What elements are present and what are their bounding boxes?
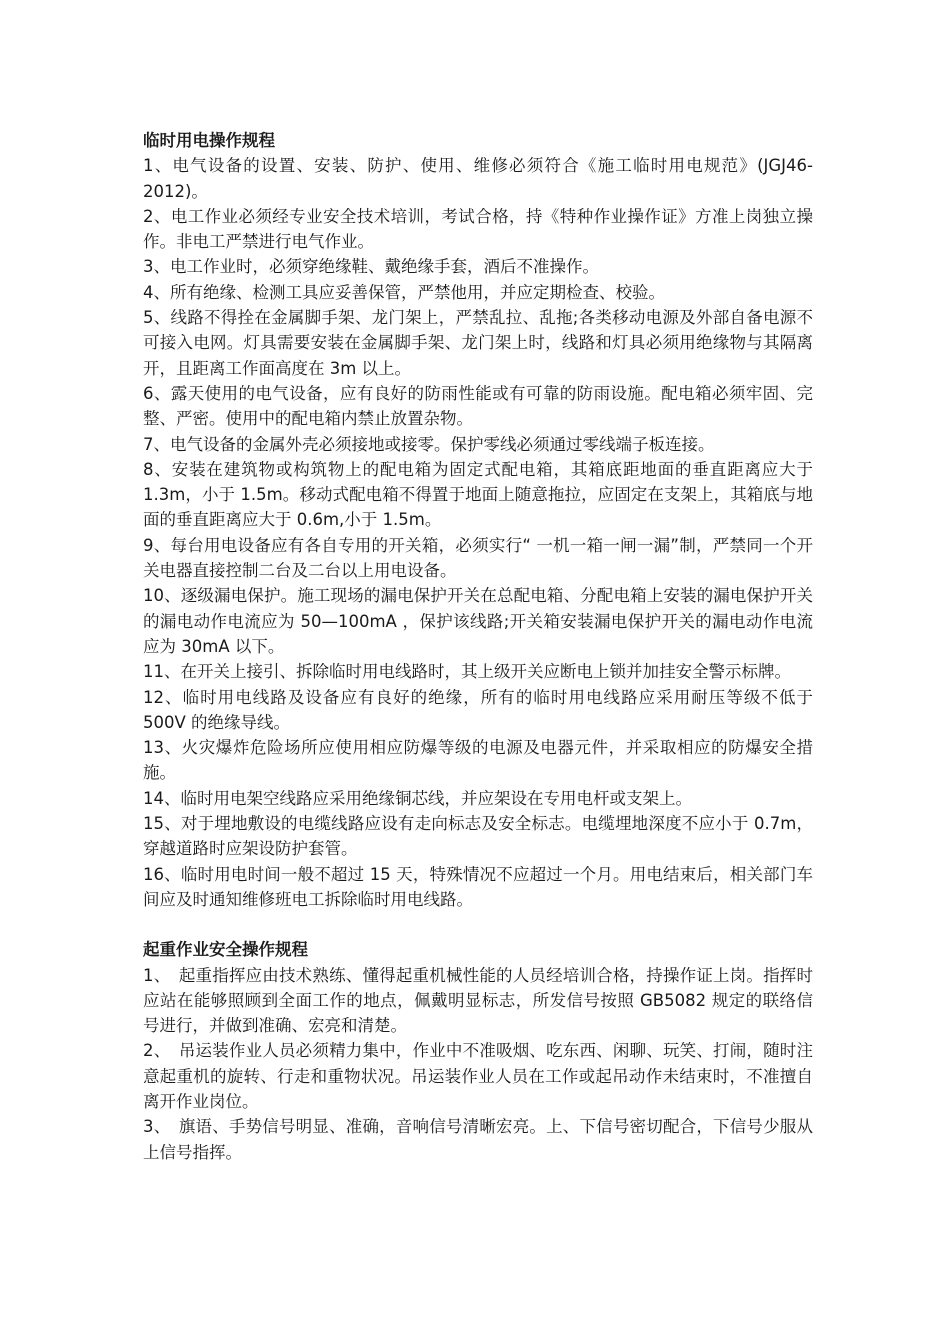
electric-item-6: 6、露天使用的电气设备，应有良好的防雨性能或有可靠的防雨设施。配电箱必须牢固、完整、严密。使用中的配电箱内禁止放置杂物。 (143, 383, 813, 429)
electric-item-5: 5、线路不得拴在金属脚手架、龙门架上，严禁乱拉、乱拖;各类移动电源及外部自备电源不可接入电网。灯具需要安装在金属脚手架、龙门架上时，线路和灯具必须用绝缘物与其隔离开，且距离工作面高度在 3m 以上。 (143, 308, 813, 378)
electric-item-14: 14、临时用电架空线路应采用绝缘铜芯线，并应架设在专用电杆或支架上。 (143, 788, 692, 808)
section-spacer (143, 912, 813, 937)
electric-item-9: 9、每台用电设备应有各自专用的开关箱，必须实行“ 一机一箱一闸一漏”制，严禁同一个开关电器直接控制二台及二台以上用电设备。 (143, 535, 813, 581)
section-title-electric: 临时用电操作规程 (143, 131, 275, 150)
electric-item-16: 16、临时用电时间一般不超过 15 天，特殊情况不应超过一个月。用电结束后，相关部门车间应及时通知维修班电工拆除临时用电线路。 (143, 864, 813, 909)
electric-item-7: 7、电气设备的金属外壳必须接地或接零。保护零线必须通过零线端子板连接。 (143, 434, 715, 454)
electric-item-13: 13、火灾爆炸危险场所应使用相应防爆等级的电源及电器元件，并采取相应的防爆安全措施。 (143, 738, 813, 783)
electric-item-3: 3、电工作业时，必须穿绝缘鞋、戴绝缘手套，酒后不准操作。 (143, 257, 599, 277)
electric-item-2: 2、电工作业必须经专业安全技术培训，考试合格，持《特种作业操作证》方准上岗独立操作。非电工严禁进行电气作业。 (143, 206, 813, 252)
electric-item-15: 15、对于埋地敷设的电缆线路应设有走向标志及安全标志。电缆埋地深度不应小于 0.7m，穿越道路时应架设防护套管。 (143, 814, 813, 859)
electric-item-12: 12、临时用电线路及设备应有良好的绝缘，所有的临时用电线路应采用耐压等级不低于 500V 的绝缘导线。 (143, 687, 813, 732)
electric-item-8: 8、安装在建筑物或构筑物上的配电箱为固定式配电箱，其箱底距地面的垂直距离应大于 1.3m，小于 1.5m。移动式配电箱不得置于地面上随意拖拉，应固定在支架上，其箱底与地面的垂直距离应大于 0.6m,小于 1.5m。 (143, 459, 813, 530)
lifting-item-3: 3、 旗语、手势信号明显、准确，音响信号清晰宏亮。上、下信号密切配合，下信号少服从上信号指挥。 (143, 1117, 813, 1162)
electric-item-4: 4、所有绝缘、检测工具应妥善保管，严禁他用，并应定期检查、校验。 (143, 282, 665, 302)
document-page (143, 128, 813, 1165)
lifting-item-2: 2、 吊运装作业人员必须精力集中，作业中不准吸烟、吃东西、闲聊、玩笑、打闹，随时注意起重机的旋转、行走和重物状况。吊运装作业人员在工作或起吊动作未结束时，不准擅自离开作业岗位。 (143, 1041, 813, 1111)
electric-item-10: 10、逐级漏电保护。施工现场的漏电保护开关在总配电箱、分配电箱上安装的漏电保护开关的漏电动作电流应为 50—100mA ，保护该线路;开关箱安装漏电保护开关的漏电动作电流应为 30mA 以下。 (143, 586, 813, 656)
electric-item-1: 1、电气设备的设置、安装、防护、使用、维修必须符合《施工临时用电规范》(JGJ46-2012)。 (143, 156, 813, 201)
section-title-lifting: 起重作业安全操作规程 (143, 940, 308, 960)
lifting-item-1: 1、 起重指挥应由技术熟练、懂得起重机械性能的人员经培训合格，持操作证上岗。指挥时应站在能够照顾到全面工作的地点，佩戴明显标志，所发信号按照 GB5082 规定的联络信号进行，并做到准确、宏亮和清楚。 (143, 965, 813, 1036)
electric-item-11: 11、在开关上接引、拆除临时用电线路时，其上级开关应断电上锁并加挂安全警示标牌。 (143, 662, 791, 682)
